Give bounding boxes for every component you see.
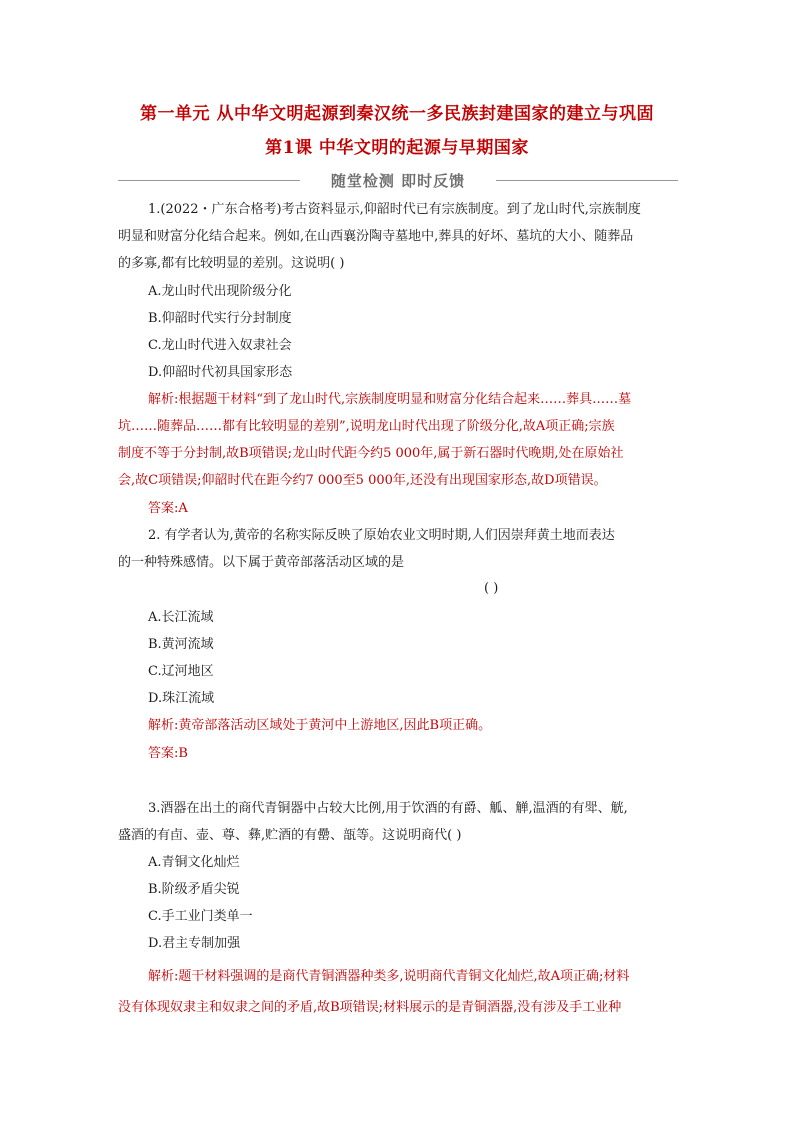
q2-stem-line-2: 的一种特殊感情。以下属于黄帝部落活动区域的是 xyxy=(118,555,405,570)
q1-analysis-line-3: 制度不等于分封制,故B项错误;龙山时代距今约5 000年,属于新石器时代晚期,处在原始社 xyxy=(118,446,624,461)
q3-option-b: B.阶级矛盾尖锐 xyxy=(148,882,240,897)
banner-divider-right xyxy=(496,180,678,181)
q1-analysis-line-4: 会,故C项错误;仰韶时代在距今约7 000至5 000年,还没有出现国家形态,故D项错误。 xyxy=(118,473,607,488)
q1-option-a: A.龙山时代出现阶级分化 xyxy=(148,284,292,299)
q3-stem-line-1: 3.酒器在出土的商代青铜器中占较大比例,用于饮酒的有爵、觚、觯,温酒的有斝、觥, xyxy=(148,801,628,816)
section-banner xyxy=(118,170,678,190)
q3-analysis-line-2: 没有体现奴隶主和奴隶之间的矛盾,故B项错误;材料展示的是青铜酒器,没有涉及手工业种 xyxy=(118,1000,622,1015)
lesson-title: 第1课 中华文明的起源与早期国家 xyxy=(265,138,529,158)
q3-option-c: C.手工业门类单一 xyxy=(148,909,253,924)
q1-stem-line-1: 1.(2022・广东合格考)考古资料显示,仰韶时代已有宗族制度。到了龙山时代,宗族制度 xyxy=(148,202,641,217)
q2-option-c: C.辽河地区 xyxy=(148,664,214,679)
q1-option-b: B.仰韶时代实行分封制度 xyxy=(148,311,292,326)
q2-option-b: B.黄河流域 xyxy=(148,637,214,652)
q2-answer-paren: ( ) xyxy=(484,581,499,596)
q3-option-a: A.青铜文化灿烂 xyxy=(148,855,240,870)
q1-analysis-line-2: 坑……随葬品……都有比较明显的差别”,说明龙山时代出现了阶级分化,故A项正确;宗族 xyxy=(118,419,615,434)
q3-analysis-line-1: 解析:题干材料强调的是商代青铜酒器种类多,说明商代青铜文化灿烂,故A项正确;材料 xyxy=(148,969,630,984)
q1-stem-line-3: 的多寡,都有比较明显的差别。这说明( ) xyxy=(118,256,345,271)
q2-answer: 答案:B xyxy=(148,746,188,761)
section-banner-text: 随堂检测 即时反馈 xyxy=(330,172,466,190)
unit-title: 第一单元 从中华文明起源到秦汉统一多民族封建国家的建立与巩固 xyxy=(140,104,654,124)
q2-analysis: 解析:黄帝部落活动区域处于黄河中上游地区,因此B项正确。 xyxy=(148,718,492,733)
q1-option-c: C.龙山时代进入奴隶社会 xyxy=(148,338,292,353)
q1-option-d: D.仰韶时代初具国家形态 xyxy=(148,365,293,380)
q1-stem-line-2: 明显和财富分化结合起来。例如,在山西襄汾陶寺墓地中,葬具的好坏、墓坑的大小、随葬品 xyxy=(118,229,634,244)
q1-analysis-line-1: 解析:根据题干材料“到了龙山时代,宗族制度明显和财富分化结合起来……葬具……墓 xyxy=(148,392,632,407)
q3-option-d: D.君主专制加强 xyxy=(148,936,241,951)
q1-answer: 答案:A xyxy=(148,501,188,516)
q2-option-a: A.长江流域 xyxy=(148,610,214,625)
q2-stem-line-1: 2. 有学者认为,黄帝的名称实际反映了原始农业文明时期,人们因崇拜黄土地而表达 xyxy=(148,528,615,543)
q2-option-d: D.珠江流域 xyxy=(148,691,215,706)
q3-stem-line-2: 盛酒的有卣、壶、尊、彝,贮酒的有罍、瓿等。这说明商代( ) xyxy=(118,828,462,843)
